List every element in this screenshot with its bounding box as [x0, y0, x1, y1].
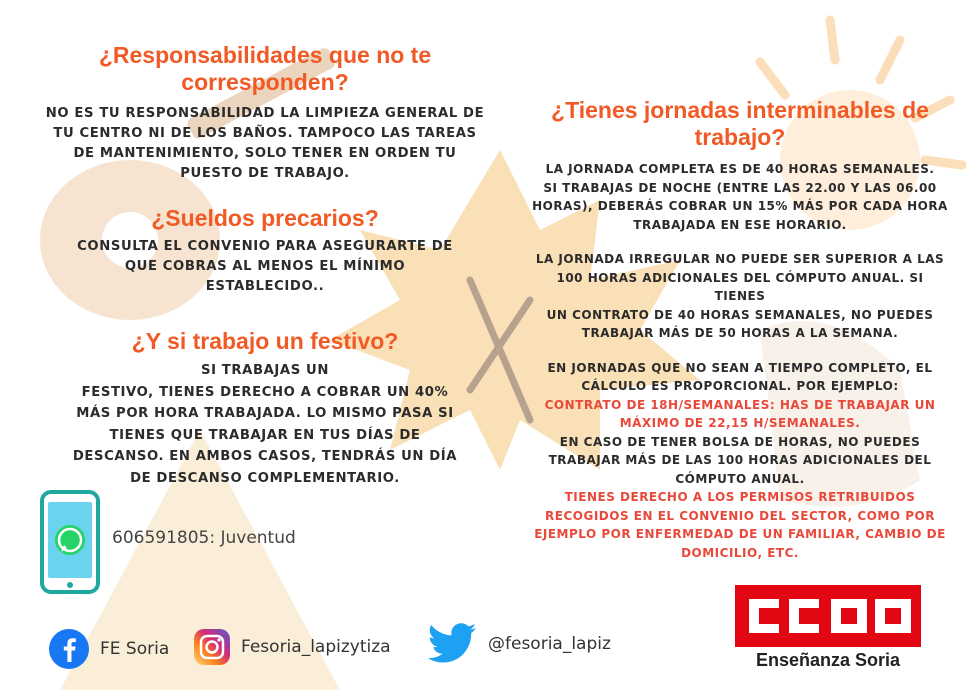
facebook-icon [48, 628, 90, 670]
twitter-link[interactable] [428, 622, 611, 666]
phone-label: 606591805: Juventud [112, 528, 296, 548]
title-line: ¿Tienes jornadas interminables de [551, 97, 929, 123]
twitter-label: @fesoria_lapiz [488, 634, 611, 654]
body-line: TRABAJAR MÁS DE 50 HORAS A LA SEMANA. [581, 326, 899, 340]
section-title [20, 205, 510, 232]
ccoo-logo [735, 585, 921, 647]
body-line: SI TRABAJAS DE NOCHE (ENTRE LAS 22.00 Y LAS 06.00 [543, 180, 937, 195]
section-festivo [20, 328, 510, 489]
section-title [20, 42, 510, 96]
facebook-link[interactable] [48, 628, 169, 670]
body-line: CÁLCULO ES PROPORCIONAL. POR EJEMPLO: [581, 379, 899, 393]
body-line: CONSULTA EL CONVENIO PARA ASEGURARTE DE [77, 239, 453, 254]
body-line: DE MANTENIMIENTO, SOLO TENER EN ORDEN TU [73, 146, 457, 161]
section-title [20, 328, 510, 355]
paragraph-jornada-completa [510, 160, 970, 234]
body-line: TIENES QUE TRABAJAR EN TUS DÍAS DE [109, 427, 421, 443]
facebook-label: FE Soria [100, 639, 170, 659]
body-line: HORAS), DEBERÁS COBRAR UN 15% MÁS POR CADA HORA [532, 199, 948, 213]
instagram-icon [193, 628, 231, 666]
body-line: EN CASO DE TENER BOLSA DE HORAS, NO PUEDES [559, 434, 921, 449]
instagram-label: Fesoria_lapizytiza [241, 637, 391, 657]
section-responsabilidades [20, 42, 510, 184]
body-line: LA JORNADA IRREGULAR NO PUEDE SER SUPERIOR A LAS [535, 252, 945, 266]
body-line: TRABAJAR MÁS DE LAS 100 HORAS ADICIONALES DEL [548, 453, 932, 467]
body-line: 100 HORAS ADICIONALES DEL CÓMPUTO ANUAL. SI [556, 270, 924, 285]
title-line: ¿Responsabilidades que no te [98, 42, 432, 68]
whatsapp-phone-icon [40, 490, 100, 594]
body-line: MÁS POR HORA TRABAJADA. LO MISMO PASA SI [76, 406, 454, 421]
body-line: TRABAJADA EN ESE HORARIO. [633, 217, 847, 232]
title-line: trabajo? [694, 124, 786, 150]
body-line: DE DESCANSO COMPLEMENTARIO. [130, 470, 400, 486]
highlight-line: MÁXIMO DE 22,15 H/SEMANALES. [619, 416, 861, 430]
title-line: ¿Sueldos precarios? [151, 205, 379, 231]
body-line: DESCANSO. EN AMBOS CASOS, TENDRÁS UN DÍA [72, 449, 458, 464]
body-line: QUE COBRAS AL MENOS EL MÍNIMO [124, 259, 406, 274]
title-line: corresponden? [181, 69, 349, 95]
body-line: TIENES [714, 289, 766, 303]
highlight-line: EJEMPLO POR ENFERMEDAD DE UN FAMILIAR, CAMBIO DE [534, 527, 946, 541]
highlight-line: DOMICILIO, ETC. [681, 545, 799, 560]
title-line: ¿Y si trabajo un festivo? [131, 328, 399, 354]
body-line: SI TRABAJAS UN [201, 363, 329, 378]
highlight-line: TIENES DERECHO A LOS PERMISOS RETRIBUIDOS [564, 490, 916, 504]
paragraph-proporcional [510, 359, 970, 563]
body-line: UN CONTRATO DE 40 HORAS SEMANALES, NO PUEDES [546, 307, 934, 322]
spacer [510, 234, 970, 250]
body-line: ESTABLECIDO.. [205, 279, 325, 294]
twitter-bird-icon [428, 622, 478, 666]
instagram-link[interactable] [193, 628, 391, 666]
section-body [20, 360, 510, 489]
body-line: FESTIVO, TIENES DERECHO A COBRAR UN 40% [81, 384, 449, 400]
section-sueldos [20, 205, 510, 297]
paragraph-jornada-irregular [510, 250, 970, 343]
body-line: PUESTO DE TRABAJO. [180, 166, 350, 181]
body-line: NO ES TU RESPONSABILIDAD LA LIMPIEZA GENERAL DE [45, 106, 485, 121]
spacer [510, 343, 970, 359]
section-jornadas [510, 97, 970, 562]
ccoo-subtitle: Enseñanza Soria [755, 650, 901, 670]
ccoo-logo-mark [735, 585, 921, 647]
section-title [510, 97, 970, 151]
body-line: CÓMPUTO ANUAL. [675, 471, 805, 486]
highlight-line: CONTRATO DE 18H/SEMANALES: HAS DE TRABAJAR UN [544, 397, 936, 412]
body-line: EN JORNADAS QUE NO SEAN A TIEMPO COMPLETO, EL [547, 360, 933, 375]
section-body [20, 104, 510, 184]
section-body [20, 237, 510, 297]
body-line: TU CENTRO NI DE LOS BAÑOS. TAMPOCO LAS TAREAS [53, 126, 477, 141]
body-line: LA JORNADA COMPLETA ES DE 40 HORAS SEMANALES. [545, 162, 935, 176]
highlight-line: RECOGIDOS EN EL CONVENIO DEL SECTOR, COMO POR [545, 508, 935, 523]
